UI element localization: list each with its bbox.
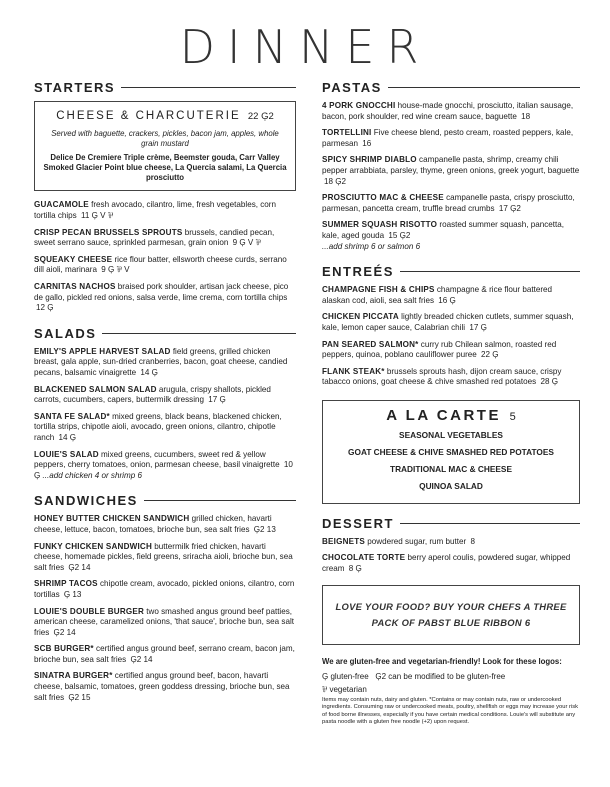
item-price: 14 Ģ [58,432,77,442]
menu-item [34,347,296,379]
menu-item [34,412,296,444]
a-la-carte-title [331,407,571,424]
item-desc: berry aperol coulis, powdered sugar, whipped cream [322,553,571,574]
item-price: 9 Ģ V ⅌ [232,238,261,248]
section-heading-dessert [322,516,580,531]
menu-item [322,537,580,548]
item-name: FUNKY CHICKEN SANDWICH [34,541,153,551]
menu-item [322,285,580,306]
item-name: TORTELLINI [322,128,372,138]
item-name: FLANK STEAK* [322,366,385,376]
menu-item [34,255,296,276]
item-price: 17 Ģ [208,395,226,405]
item-price: 28 Ģ [540,377,558,387]
item-price: 15 Ģ2 [388,230,411,240]
section-heading-salads [34,326,296,341]
item-desc: fresh avocado, cilantro, lime, fresh vegetables, corn tortilla chips [34,200,277,221]
section-heading-sandwiches [34,493,296,508]
item-name: CHAMPAGNE FISH & CHIPS [322,285,435,295]
section-title: PASTAS [322,80,382,95]
item-desc: house-made gnocchi, prosciutto, italian sausage, bacon, pork shoulder, red wine cream sauce, baguette [322,101,574,121]
section-title: ENTREÉS [322,264,394,280]
menu-item [322,128,580,149]
item-name: 4 PORK GNOCCHI [322,101,396,110]
item-price: 18 [521,111,531,121]
item-desc: rice flour batter, ellsworth cheese curds, serrano dill aioli, marinara [34,254,287,275]
menu-item [34,228,296,249]
menu-item [322,220,580,252]
a-la-carte-price: 5 [509,410,516,423]
menu-item [34,282,296,314]
item-desc: certified angus ground beef, bacon, havarti cheese, balsamic, tomatoes, green goddess dressing, brioche bun, sea salt fries [34,671,290,702]
item-price: 12 Ģ [36,303,54,313]
item-desc: braised pork shoulder, artisan jack cheese, pico de gallo, pickled red onions, salsa verde, lime crema, corn tortilla chips [34,282,289,302]
menu-item [34,514,296,535]
menu-item [34,579,296,600]
item-desc: buttermilk fried chicken, havarti cheese, homemade pickles, field greens, sriracha aioli, brioche bun, sea salt fries [34,541,293,572]
section-title: SANDWICHES [34,493,138,509]
item-price: 16 Ģ [438,295,456,305]
item-desc: campanelle pasta, shrimp, creamy chili pepper arrabbiata, parsley, thyme, green onions, greek yogurt, baguette [322,155,580,175]
menu-item [322,340,580,361]
side-item: QUINOA SALAD [419,480,483,491]
section-heading-entrees [322,264,580,279]
menu-item [322,101,580,122]
item-desc: curry rub Chilean salmon, roasted red peppers, quinoa, poblano cauliflower puree [322,339,557,360]
cheese-charcuterie-box [34,101,296,191]
board-title [43,110,287,122]
item-desc: grilled chicken, havarti cheese, lettuce, bacon, tomatoes, brioche bun, sea salt fries [34,514,272,534]
item-desc: powdered sugar, rum butter [367,536,467,546]
item-name: LOUIE'S DOUBLE BURGER [34,606,144,616]
side-item: GOAT CHEESE & CHIVE SMASHED RED POTATOES [348,446,554,457]
section-rule [144,500,296,501]
item-price: 14 Ģ [140,368,158,378]
menu-item [322,193,580,214]
menu-item [322,312,580,333]
right-column [322,80,580,727]
menu-item [34,644,296,665]
board-served-with: Served with baguette, crackers, pickles, bacon jam, apples, whole grain mustard [51,129,279,149]
item-price: Ģ 13 [63,589,82,599]
promo-box: LOVE YOUR FOOD? BUY YOUR CHEFS A THREE PACK OF PABST BLUE RIBBON 6 [322,585,580,645]
section-title: STARTERS [34,80,116,95]
item-name: SHRIMP TACOS [34,579,98,589]
section-title: DESSERT [322,515,394,531]
legend-line [322,670,580,683]
item-desc: brussels sprouts hash, dijon cream sauce, crispy tabacco onions, goat cheese & chive smashed red potatoes [322,366,562,387]
item-desc: chipotle cream, avocado, pickled onions, cilantro, corn tortillas [34,579,295,599]
board-price: 22 Ģ2 [247,111,274,122]
item-desc: mixed greens, cucumbers, sweet red & yellow peppers, cherry tomatoes, onion, parmesan cheese, basil vinaigrette [34,449,280,470]
section-heading-starters [34,80,296,95]
section-rule [400,271,580,272]
item-desc: Five cheese blend, pesto cream, roasted peppers, kale, parmesan [322,128,574,148]
section-title: SALADS [34,325,97,341]
notes-heading: We are gluten-free and vegetarian-friendly! Look for these logos: [322,656,562,666]
item-add-on: ...add shrimp 6 or salmon 6 [322,241,421,251]
item-desc: lightly breaded chicken cutlets, summer squash, kale, lemon caper sauce, Calabrian chili [322,312,574,332]
item-price: 18 Ģ2 [324,176,347,186]
dietary-notes [322,657,580,727]
item-price: 8 [470,536,475,546]
vegetarian-legend: ⅌ vegetarian [322,684,367,694]
item-name: LOUIE'S SALAD [34,449,99,459]
menu-item [322,367,580,388]
item-desc: field greens, grilled chicken breast, gala apple, sun-dried cranberries, bacon, goat cheese, candied pecans, balsamic vinaigrette [34,346,288,378]
a-la-carte-box [322,400,580,504]
item-price: 10 Ģ [34,460,293,480]
item-desc: two smashed angus ground beef patties, american cheese, caramelized onions, 'that sauce', brioche bun, sea salt fries [34,606,294,637]
side-item: SEASONAL VEGETABLES [399,429,503,440]
item-price: 17 Ģ2 [498,203,521,213]
item-name: CRISP PECAN BRUSSELS SPROUTS [34,227,183,237]
section-rule [102,333,296,334]
item-name: CHICKEN PICCATA [322,312,399,322]
item-price: Ģ2 14 [68,562,91,572]
left-column [34,80,296,709]
item-desc: arugula, crispy shallots, pickled carrots, cucumbers, capers, buttermilk dressing [34,384,271,405]
item-name: CARNITAS NACHOS [34,282,116,292]
item-add-on: ...add chicken 4 or shrimp 6 [42,470,142,480]
item-name: PAN SEARED SALMON* [322,339,419,349]
item-name: CHOCOLATE TORTE [322,553,406,563]
menu-item [34,542,296,574]
menu-item [322,553,580,574]
item-price: 11 Ģ V ⅌ [80,211,114,221]
item-price: 17 Ģ [469,322,487,332]
item-price: Ģ2 13 [253,524,276,534]
item-name: SUMMER SQUASH RISOTTO [322,220,438,230]
item-name: SCB BURGER* [34,644,94,654]
side-item: TRADITIONAL MAC & CHEESE [390,463,512,474]
item-name: GUACAMOLE [34,200,89,210]
board-selections: Delice De Cremiere Triple crème, Beemster gouda, Carr Valley Smoked Glacier Point blue cheese, La Quercia salami, La Quercia prosciutto [43,152,287,183]
a-la-carte-heading: A LA CARTE [386,406,501,424]
section-heading-pastas [322,80,580,95]
menu-title: DINNER [179,20,431,74]
section-rule [121,87,296,88]
item-name: EMILY'S APPLE HARVEST SALAD [34,346,171,356]
menu-item [34,450,296,482]
menu-item [34,200,296,221]
item-price: Ģ2 14 [53,627,76,637]
item-name: SQUEAKY CHEESE [34,254,113,264]
item-price: 22 Ģ [481,350,499,360]
menu-item [34,607,296,639]
item-price: Ģ2 14 [130,654,153,664]
allergen-disclaimer: Items may contain nuts, dairy and gluten. *Contains or may contain nuts, raw or undercooked ingredients. Consuming raw or undercooked meats, poultry, shellfish or eggs may increase your risk of food borne illnesses, especially if you have certain medical conditions. Louie's will substitute any pasta noodle with a gluten free noodle (+2) upon request. [322,696,579,726]
modifiable-legend: Ģ2 can be modified to be gluten-free [375,671,506,681]
item-price: 8 Ģ [348,564,362,574]
item-name: HONEY BUTTER CHICKEN SANDWICH [34,514,190,524]
section-rule [400,523,580,524]
item-name: SPICY SHRIMP DIABLO [322,155,417,165]
board-name: CHEESE & CHARCUTERIE [56,110,241,122]
item-price: Ģ2 15 [68,692,91,702]
item-desc: roasted summer squash, pancetta, kale, aged gouda [322,220,564,240]
menu-item [34,385,296,406]
item-name: BLACKENED SALMON SALAD [34,384,157,394]
item-desc: champagne & rice flour battered alaskan cod, aioli, sea salt fries [322,285,553,305]
item-desc: brussels, candied pecan, sweet serrano sauce, sprinkled parmesan, grain onion [34,227,275,248]
section-rule [388,87,580,88]
menu-item [34,671,296,703]
item-name: SINATRA BURGER* [34,671,113,681]
item-name: SANTA FE SALAD* [34,411,110,421]
menu-item [322,155,580,187]
gluten-free-legend: Ģ gluten-free [322,671,369,681]
item-price: 9 Ģ ⅌ V [101,265,130,275]
item-desc: mixed greens, black beans, blackened chicken, tortilla strips, chipotle aioli, avocado, green onions, cilantro, chipotle ranch [34,411,282,442]
item-desc: certified angus ground beef, serrano cream, bacon jam, brioche bun, sea salt fries [34,644,295,664]
item-name: PROSCIUTTO MAC & CHEESE [322,193,444,203]
item-name: BEIGNETS [322,536,365,546]
item-desc: campanelle pasta, crispy prosciutto, parmesan, pancetta cream, truffle bread crumbs [322,193,575,213]
item-price: 16 [362,138,372,148]
